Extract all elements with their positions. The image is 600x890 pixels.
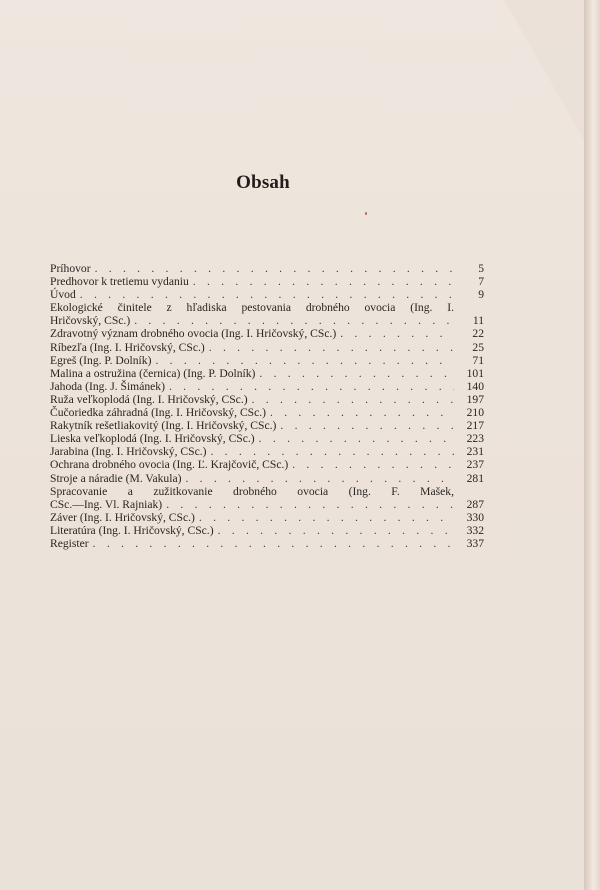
toc-entry-label: Malina a ostružina (černica) (Ing. P. Dolník) bbox=[50, 366, 256, 380]
leader-dots bbox=[76, 288, 454, 301]
toc-entry-page: 210 bbox=[466, 406, 484, 420]
toc-entry bbox=[50, 511, 484, 524]
toc-entry bbox=[50, 406, 484, 419]
toc-entry-label: Jahoda (Ing. J. Šimánek) bbox=[50, 379, 165, 393]
toc-entry bbox=[50, 354, 484, 367]
leader-dots bbox=[288, 458, 454, 471]
toc-entry-page: 237 bbox=[466, 458, 484, 472]
page-corner-shading bbox=[504, 0, 584, 140]
toc-entry bbox=[50, 301, 484, 327]
leader-dots bbox=[276, 419, 454, 432]
toc-entry bbox=[50, 288, 484, 301]
toc-entry-page: 25 bbox=[472, 340, 484, 354]
toc-entry-page: 11 bbox=[472, 314, 484, 328]
leader-dots bbox=[248, 393, 454, 406]
leader-dots bbox=[165, 380, 454, 393]
toc-entry bbox=[50, 472, 484, 485]
leader-dots bbox=[336, 327, 454, 340]
toc-entry bbox=[50, 367, 484, 380]
toc-entry-label: Ruža veľkoplodá (Ing. I. Hričovský, CSc.) bbox=[50, 392, 248, 406]
toc-entry bbox=[50, 419, 484, 432]
leader-dots bbox=[205, 341, 454, 354]
table-of-contents bbox=[50, 262, 484, 550]
toc-entry-page: 281 bbox=[466, 471, 484, 485]
leader-dots bbox=[195, 511, 454, 524]
toc-entry-label: Register bbox=[50, 536, 89, 550]
toc-entry-label: Predhovor k tretiemu vydaniu bbox=[50, 275, 189, 289]
toc-entry-label: Záver (Ing. I. Hričovský, CSc.) bbox=[50, 510, 195, 524]
leader-dots bbox=[151, 354, 454, 367]
toc-entry bbox=[50, 327, 484, 340]
toc-entry bbox=[50, 445, 484, 458]
toc-entry-page: 287 bbox=[466, 497, 484, 511]
leader-dots bbox=[162, 498, 454, 511]
toc-entry-page: 231 bbox=[466, 445, 484, 459]
toc-entry-label-line1: Spracovanie a zužitkovanie drobného ovocia (Ing. F. Mašek, bbox=[50, 484, 454, 498]
toc-entry-label: Egreš (Ing. P. Dolník) bbox=[50, 353, 152, 367]
toc-entry bbox=[50, 432, 484, 445]
toc-entry-label-line2: CSc.—Ing. Vl. Rajniak) bbox=[50, 497, 163, 511]
toc-entry-label: Zdravotný význam drobného ovocia (Ing. I. Hričovský, CSc.) bbox=[50, 327, 337, 341]
ink-spot bbox=[365, 212, 367, 215]
leader-dots bbox=[255, 367, 454, 380]
toc-entry-page: 71 bbox=[472, 353, 484, 367]
toc-entry-page: 332 bbox=[466, 523, 484, 537]
leader-dots bbox=[189, 275, 454, 288]
toc-entry-page: 337 bbox=[466, 536, 484, 550]
toc-entry-page: 101 bbox=[466, 366, 484, 380]
toc-entry-page: 9 bbox=[478, 288, 484, 302]
leader-dots bbox=[181, 472, 454, 485]
toc-entry bbox=[50, 524, 484, 537]
toc-entry bbox=[50, 458, 484, 471]
toc-entry-page: 217 bbox=[466, 419, 484, 433]
leader-dots bbox=[89, 537, 454, 550]
toc-entry-label: Lieska veľkoplodá (Ing. I. Hričovský, CSc.) bbox=[50, 432, 255, 446]
page-title: Obsah bbox=[236, 172, 290, 193]
toc-entry-page: 197 bbox=[466, 392, 484, 406]
leader-dots bbox=[130, 314, 454, 327]
toc-entry bbox=[50, 537, 484, 550]
toc-entry-label-line2: Hričovský, CSc.) bbox=[50, 314, 131, 328]
toc-entry-label: Ríbezľa (Ing. I. Hričovský, CSc.) bbox=[50, 340, 205, 354]
toc-entry-label: Stroje a náradie (M. Vakula) bbox=[50, 471, 182, 485]
page-edge bbox=[584, 0, 600, 890]
toc-entry bbox=[50, 380, 484, 393]
toc-entry bbox=[50, 262, 484, 275]
toc-entry bbox=[50, 341, 484, 354]
toc-entry bbox=[50, 485, 484, 511]
leader-dots bbox=[214, 524, 454, 537]
toc-entry-label: Príhovor bbox=[50, 262, 91, 275]
toc-entry-label: Literatúra (Ing. I. Hričovský, CSc.) bbox=[50, 523, 214, 537]
toc-entry-page: 5 bbox=[478, 262, 484, 275]
toc-entry-page: 223 bbox=[466, 432, 484, 446]
toc-entry bbox=[50, 393, 484, 406]
toc-entry-label: Rakytník rešetliakovitý (Ing. I. Hričovský, CSc.) bbox=[50, 419, 277, 433]
toc-entry-label: Jarabina (Ing. I. Hričovský, CSc.) bbox=[50, 445, 207, 459]
toc-entry-page: 7 bbox=[478, 275, 484, 289]
toc-entry-label: Ochrana drobného ovocia (Ing. Ľ. Krajčovič, CSc.) bbox=[50, 458, 289, 472]
toc-entry-label: Úvod bbox=[50, 288, 76, 302]
toc-entry-page: 330 bbox=[466, 510, 484, 524]
leader-dots bbox=[255, 432, 454, 445]
leader-dots bbox=[206, 445, 454, 458]
toc-entry-label: Čučoriedka záhradná (Ing. I. Hričovský, CSc.) bbox=[50, 406, 267, 420]
toc-entry-page: 140 bbox=[466, 379, 484, 393]
toc-entry-page: 22 bbox=[472, 327, 484, 341]
leader-dots bbox=[91, 262, 454, 275]
toc-entry-label-line1: Ekologické činitele z hľadiska pestovania drobného ovocia (Ing. I. bbox=[50, 301, 454, 315]
toc-entry bbox=[50, 275, 484, 288]
leader-dots bbox=[266, 406, 454, 419]
